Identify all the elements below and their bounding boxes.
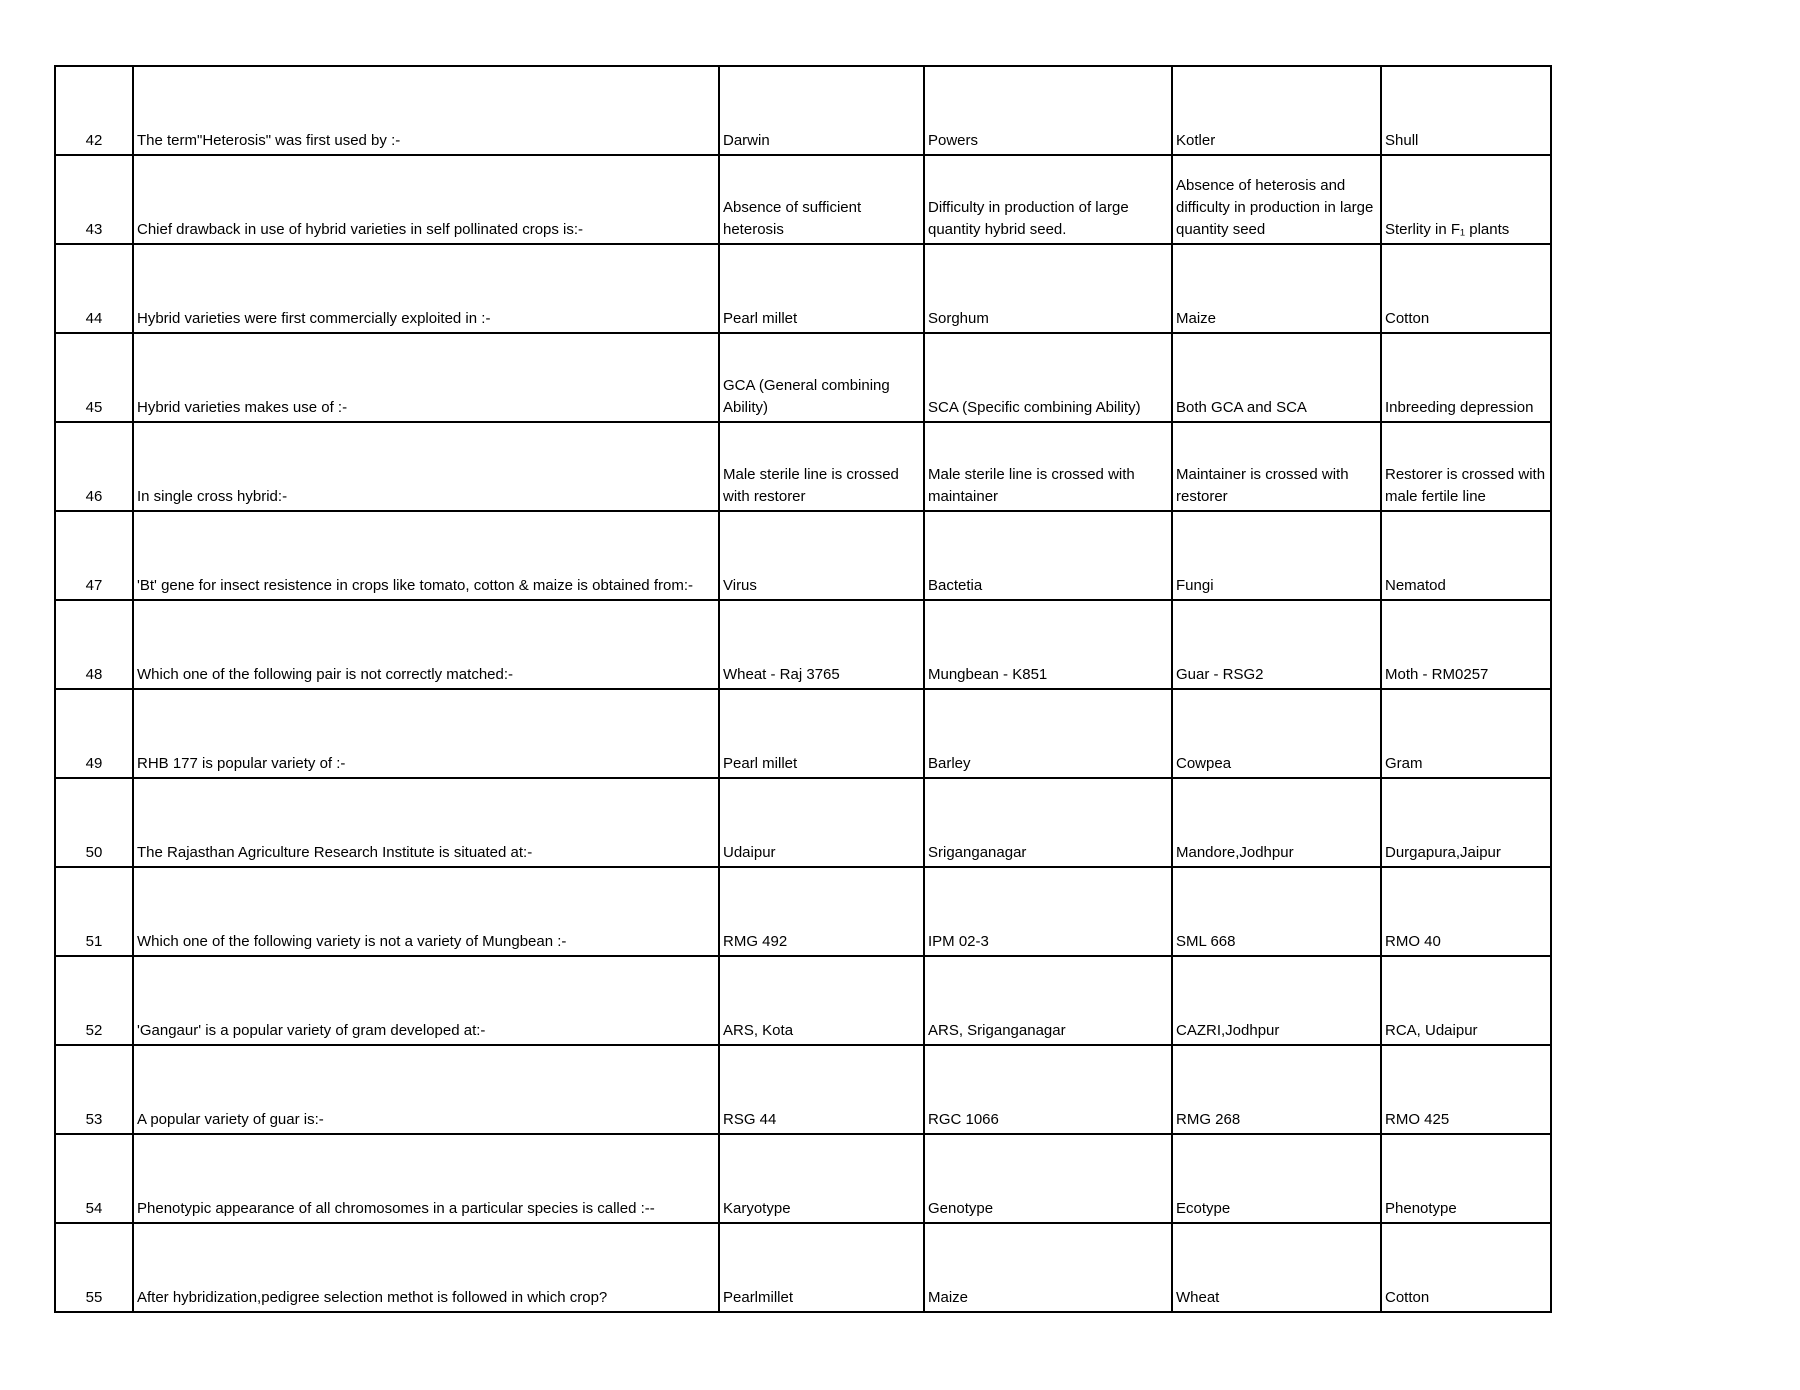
table-row xyxy=(55,689,1551,778)
table-row xyxy=(55,244,1551,333)
option-c-cell: Maize xyxy=(1172,244,1381,333)
question-text-cell: Phenotypic appearance of all chromosomes in a particular species is called :-- xyxy=(133,1134,719,1223)
option-b-cell: Sorghum xyxy=(924,244,1172,333)
question-text-cell: RHB 177 is popular variety of :- xyxy=(133,689,719,778)
question-number-cell: 45 xyxy=(55,333,133,422)
question-table-body xyxy=(55,66,1551,1312)
option-a-cell: RMG 492 xyxy=(719,867,924,956)
option-c-cell: Kotler xyxy=(1172,66,1381,155)
question-text-cell: Which one of the following variety is not a variety of Mungbean :- xyxy=(133,867,719,956)
option-c-cell: Fungi xyxy=(1172,511,1381,600)
table-row xyxy=(55,155,1551,244)
option-b-cell: Sriganganagar xyxy=(924,778,1172,867)
option-d-cell: Cotton xyxy=(1381,244,1551,333)
option-b-cell: Genotype xyxy=(924,1134,1172,1223)
question-text-cell: Hybrid varieties were first commercially exploited in :- xyxy=(133,244,719,333)
option-a-cell: RSG 44 xyxy=(719,1045,924,1134)
option-d-cell: Nematod xyxy=(1381,511,1551,600)
question-number-cell: 52 xyxy=(55,956,133,1045)
option-a-cell: Absence of sufficient heterosis xyxy=(719,155,924,244)
question-number-cell: 47 xyxy=(55,511,133,600)
table-row xyxy=(55,1045,1551,1134)
option-b-cell: Mungbean - K851 xyxy=(924,600,1172,689)
question-text-cell: 'Bt' gene for insect resistence in crops like tomato, cotton & maize is obtained from:- xyxy=(133,511,719,600)
option-b-cell: Powers xyxy=(924,66,1172,155)
option-b-cell: Bactetia xyxy=(924,511,1172,600)
question-number-cell: 48 xyxy=(55,600,133,689)
option-a-cell: Udaipur xyxy=(719,778,924,867)
option-a-cell: Virus xyxy=(719,511,924,600)
option-c-cell: Absence of heterosis and difficulty in production in large quantity seed xyxy=(1172,155,1381,244)
question-table xyxy=(54,65,1552,1313)
option-c-cell: Ecotype xyxy=(1172,1134,1381,1223)
question-number-cell: 50 xyxy=(55,778,133,867)
option-a-cell: Pearlmillet xyxy=(719,1223,924,1312)
option-c-cell: Mandore,Jodhpur xyxy=(1172,778,1381,867)
option-d-cell: Durgapura,Jaipur xyxy=(1381,778,1551,867)
option-d-cell: Moth - RM0257 xyxy=(1381,600,1551,689)
table-row xyxy=(55,1134,1551,1223)
question-text-cell: The Rajasthan Agriculture Research Institute is situated at:- xyxy=(133,778,719,867)
option-c-cell: RMG 268 xyxy=(1172,1045,1381,1134)
option-d-cell: Cotton xyxy=(1381,1223,1551,1312)
question-text-cell: Hybrid varieties makes use of :- xyxy=(133,333,719,422)
question-number-cell: 51 xyxy=(55,867,133,956)
table-row xyxy=(55,1223,1551,1312)
table-row xyxy=(55,956,1551,1045)
option-b-cell: IPM 02-3 xyxy=(924,867,1172,956)
option-a-cell: Wheat - Raj 3765 xyxy=(719,600,924,689)
option-c-cell: SML 668 xyxy=(1172,867,1381,956)
option-d-cell: Inbreeding depression xyxy=(1381,333,1551,422)
option-b-cell: Maize xyxy=(924,1223,1172,1312)
table-row xyxy=(55,333,1551,422)
question-text-cell: The term"Heterosis" was first used by :- xyxy=(133,66,719,155)
option-b-cell: Barley xyxy=(924,689,1172,778)
option-b-cell: Male sterile line is crossed with maintainer xyxy=(924,422,1172,511)
option-d-cell: Gram xyxy=(1381,689,1551,778)
option-a-cell: Pearl millet xyxy=(719,689,924,778)
question-number-cell: 46 xyxy=(55,422,133,511)
question-number-cell: 49 xyxy=(55,689,133,778)
option-d-cell: Restorer is crossed with male fertile line xyxy=(1381,422,1551,511)
table-row xyxy=(55,600,1551,689)
question-number-cell: 44 xyxy=(55,244,133,333)
option-b-cell: RGC 1066 xyxy=(924,1045,1172,1134)
option-b-cell: ARS, Sriganganagar xyxy=(924,956,1172,1045)
option-c-cell: Wheat xyxy=(1172,1223,1381,1312)
question-text-cell: A popular variety of guar is:- xyxy=(133,1045,719,1134)
option-c-cell: CAZRI,Jodhpur xyxy=(1172,956,1381,1045)
question-number-cell: 53 xyxy=(55,1045,133,1134)
question-text-cell: 'Gangaur' is a popular variety of gram developed at:- xyxy=(133,956,719,1045)
option-d-cell: RCA, Udaipur xyxy=(1381,956,1551,1045)
question-number-cell: 54 xyxy=(55,1134,133,1223)
option-d-cell: Phenotype xyxy=(1381,1134,1551,1223)
question-text-cell: Chief drawback in use of hybrid varieties in self pollinated crops is:- xyxy=(133,155,719,244)
question-number-cell: 43 xyxy=(55,155,133,244)
option-a-cell: Male sterile line is crossed with restorer xyxy=(719,422,924,511)
table-row xyxy=(55,66,1551,155)
option-a-cell: Pearl millet xyxy=(719,244,924,333)
option-c-cell: Guar - RSG2 xyxy=(1172,600,1381,689)
option-a-cell: ARS, Kota xyxy=(719,956,924,1045)
option-a-cell: Darwin xyxy=(719,66,924,155)
question-number-cell: 55 xyxy=(55,1223,133,1312)
option-a-cell: GCA (General combining Ability) xyxy=(719,333,924,422)
option-d-cell: Shull xyxy=(1381,66,1551,155)
question-text-cell: After hybridization,pedigree selection methot is followed in which crop? xyxy=(133,1223,719,1312)
option-b-cell: SCA (Specific combining Ability) xyxy=(924,333,1172,422)
question-text-cell: Which one of the following pair is not correctly matched:- xyxy=(133,600,719,689)
question-text-cell: In single cross hybrid:- xyxy=(133,422,719,511)
option-b-cell: Difficulty in production of large quantity hybrid seed. xyxy=(924,155,1172,244)
table-row xyxy=(55,778,1551,867)
option-c-cell: Maintainer is crossed with restorer xyxy=(1172,422,1381,511)
option-d-cell: Sterlity in F₁ plants xyxy=(1381,155,1551,244)
option-c-cell: Both GCA and SCA xyxy=(1172,333,1381,422)
option-d-cell: RMO 40 xyxy=(1381,867,1551,956)
table-row xyxy=(55,867,1551,956)
option-c-cell: Cowpea xyxy=(1172,689,1381,778)
question-number-cell: 42 xyxy=(55,66,133,155)
table-row xyxy=(55,422,1551,511)
option-d-cell: RMO 425 xyxy=(1381,1045,1551,1134)
option-a-cell: Karyotype xyxy=(719,1134,924,1223)
table-row xyxy=(55,511,1551,600)
